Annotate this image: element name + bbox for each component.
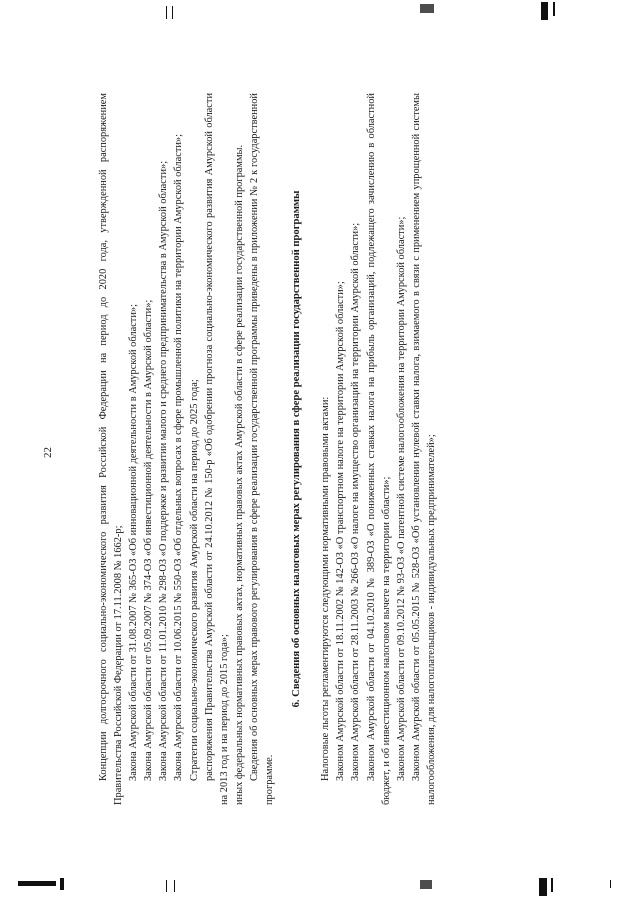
paragraph: Закона Амурской области от 11.01.2010 № 298-ОЗ «О поддержке и развитии малого и среднего предпринимательства в Амурской области»; (158, 160, 170, 781)
paragraph: Сведения об основных мерах правового регулирования в сфере реализации государственной программы приведены в приложении № 2 к государственной программе. (248, 93, 276, 805)
paragraph: Законом Амурской области от 18.11.2002 № 142-ОЗ «О транспортном налоге на территории Амурской области»; (335, 281, 347, 781)
paragraph: Закона Амурской области от 05.09.2007 № 374-ОЗ «Об инвестиционной деятельности в Амурской области»; (143, 299, 155, 781)
paragraph: Закона Амурской области от 31.08.2007 № 365-ОЗ «Об инновационной деятельности в Амурской области»; (128, 304, 140, 781)
paragraph: Налоговые льготы регламентируются следующими нормативными правовыми актами: (320, 396, 332, 781)
page-number: 22 (42, 447, 54, 458)
paragraph: Закона Амурской области от 10.06.2015 № 550-ОЗ «Об отдельных вопросах в сфере промышленной политики на территории Амурской области»; (173, 134, 185, 781)
paragraph: Законом Амурской области от 09.10.2012 № 93-ОЗ «О патентной системе налогообложения на территории Амурской области»; (395, 216, 407, 781)
paragraph: иных федеральных нормативных правовых актах, нормативных правовых актах Амурской области в сфере реализации государственной программы. (233, 144, 245, 805)
paragraph: Концепции долгосрочного социально-экономического развития Российской Федерации на период до 2020 года, утвержденной распоряжением Правительства Российской Федерации от 17.11.2008 № 1662-р; (98, 93, 125, 805)
paragraph: Законом Амурской области от 28.11.2003 № 266-ОЗ «О налоге на имущество организаций на территории Амурской области»; (350, 222, 362, 781)
paragraph: Стратегии социально-экономического развития Амурской области на период до 2025 года; (188, 379, 200, 781)
document-body (96, 93, 439, 805)
paragraph: Законом Амурской области от 05.05.2015 № 528-ОЗ «Об установлении нулевой ставки налога, взимаемого в связи с применением упрощенной системы налогообложения, для налогоплательщиков - индивидуальных предпринимателей»; (410, 93, 437, 805)
paragraph: распоряжения Правительства Амурской области от 24.10.2012 № 150-р «Об одобрении прогноза социально-экономического развития Амурской области на 2013 год и на период до 2015 года»; (203, 93, 230, 805)
paragraph: Законом Амурской области от 04.10.2010 № 389-ОЗ «О пониженных ставках налога на прибыль организаций, подлежащего зачислению в областной бюджет, и об инвестиционном налоговом вычете на территории области»; (365, 93, 392, 805)
section-heading: 6. Сведения об основных налоговых мерах регулирования в сфере реализации государственной программы (291, 190, 303, 708)
